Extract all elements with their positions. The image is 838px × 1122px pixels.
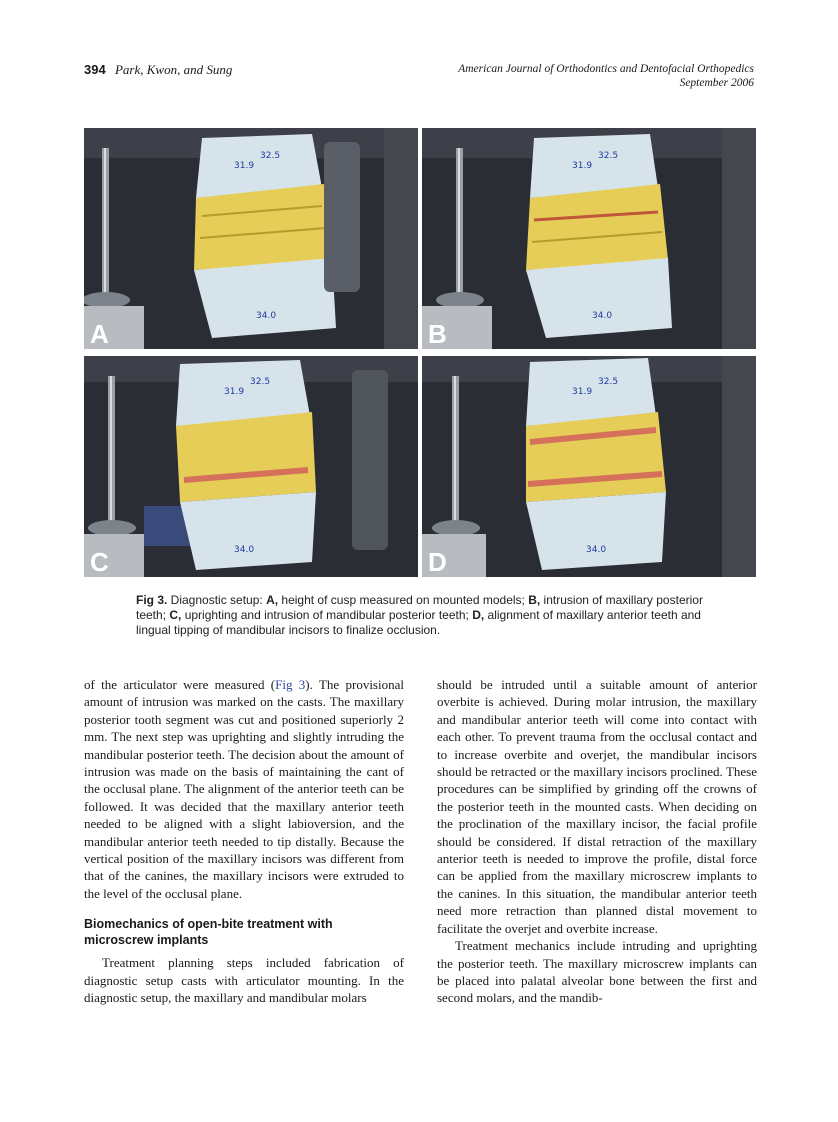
text-column-left [84, 676, 404, 1007]
panel-label-d: D [428, 547, 447, 577]
figure-panel-b [422, 128, 756, 349]
page-number: 394 [84, 62, 106, 77]
caption-intro: Diagnostic setup: [167, 593, 267, 607]
svg-text:31.9: 31.9 [224, 387, 245, 397]
svg-text:32.5: 32.5 [260, 151, 281, 161]
panel-label-c: C [90, 547, 109, 577]
panel-label-a: A [90, 319, 109, 349]
figure-3 [84, 128, 756, 577]
dental-cast-photo-b [422, 128, 756, 349]
figure-panel-c [84, 356, 418, 577]
svg-text:32.5: 32.5 [598, 151, 619, 161]
caption-a-text: height of cusp measured on mounted models; [278, 593, 529, 607]
caption-c-label: C, [169, 608, 182, 622]
caption-b-label: B, [528, 593, 541, 607]
journal-title: American Journal of Orthodontics and Dentofacial Orthopedics [458, 63, 754, 75]
paragraph-text: ). The provisional amount of intrusion was marked on the casts. The maxillary posterior tooth segment was cut and positioned superiorly 2 mm. The next step was uprighting and slightly intruding the mandibular posterior teeth. The decision about the amount of intrusion was made on the basis of maintaining the cant of the occlusal plane. The alignment of the anterior teeth can be followed. It was decided that the maxillary anterior teeth needed to be aligned with a slight labioversion, and the mandibular anterior teeth needed to tip distally. Because the vertical position of the maxillary incisors was different from that of the canines, the maxillary incisors were extruded to the level of the occlusal plane. [84, 677, 404, 901]
section-heading: Biomechanics of open-bite treatment with microscrew implants [84, 917, 333, 948]
svg-text:32.5: 32.5 [598, 377, 619, 387]
figure-panel-d [422, 356, 756, 577]
figure-panel-a [84, 128, 418, 349]
text-column-right [437, 676, 757, 1007]
svg-text:34.0: 34.0 [256, 311, 277, 321]
dental-cast-photo-c [84, 356, 418, 577]
journal-issue: September 2006 [679, 77, 754, 89]
svg-text:34.0: 34.0 [586, 545, 607, 555]
panel-label-b: B [428, 319, 447, 349]
svg-text:31.9: 31.9 [572, 161, 593, 171]
paragraph: should be intruded until a suitable amount of anterior overbite is achieved. During molar intrusion, the maxillary and mandibular anterior teeth will come into contact with each other. To prevent trauma from the occlusal contact and to increase overbite and overjet, the mandibular incisors should be retracted or the maxillary incisors proclined. These procedures can be simplified by grinding off the crowns of the posterior teeth in the mounted casts. When deciding on the proclination of the maxillary incisor, the facial profile should be considered. If distal retraction of the maxillary anterior teeth is needed to improve the profile, distal force can be applied from the maxillary microscrew implants to the canines. In this situation, the mandibular anterior teeth need more retraction than planned distal movement to facilitate the overjet and overbite increase. [437, 677, 757, 936]
dental-cast-photo-d [422, 356, 756, 577]
running-authors: Park, Kwon, and Sung [114, 62, 233, 77]
running-header-left [84, 62, 232, 78]
svg-text:32.5: 32.5 [250, 377, 271, 387]
paragraph [84, 676, 404, 902]
caption-b-text: intrusion of maxillary posterior teeth; [136, 593, 703, 622]
figure-reference-link[interactable]: Fig 3 [275, 677, 306, 692]
caption-d-label: D, [472, 608, 485, 622]
dental-cast-photo-a [84, 128, 418, 349]
paragraph: Treatment planning steps included fabrication of diagnostic setup casts with articulator mounting. In the diagnostic setup, the maxillary and mandibular molars [84, 955, 404, 1006]
svg-text:31.9: 31.9 [234, 161, 255, 171]
svg-text:31.9: 31.9 [572, 387, 593, 397]
caption-c-text: uprighting and intrusion of mandibular posterior teeth; [181, 608, 473, 622]
figure-caption [136, 593, 716, 638]
running-header-right [458, 62, 754, 90]
caption-d-text: alignment of maxillary anterior teeth and lingual tipping of mandibular incisors to finalize occlusion. [136, 608, 701, 637]
paragraph-text: of the articulator were measured ( [84, 677, 276, 692]
svg-text:34.0: 34.0 [234, 545, 255, 555]
paragraph: Treatment mechanics include intruding and uprighting the posterior teeth. The maxillary microscrew implants can be placed into palatal alveolar bone between the first and second molars, and the mandib- [437, 938, 757, 1006]
svg-text:34.0: 34.0 [592, 311, 613, 321]
caption-a-label: A, [266, 593, 279, 607]
caption-label: Fig 3. [136, 593, 168, 607]
